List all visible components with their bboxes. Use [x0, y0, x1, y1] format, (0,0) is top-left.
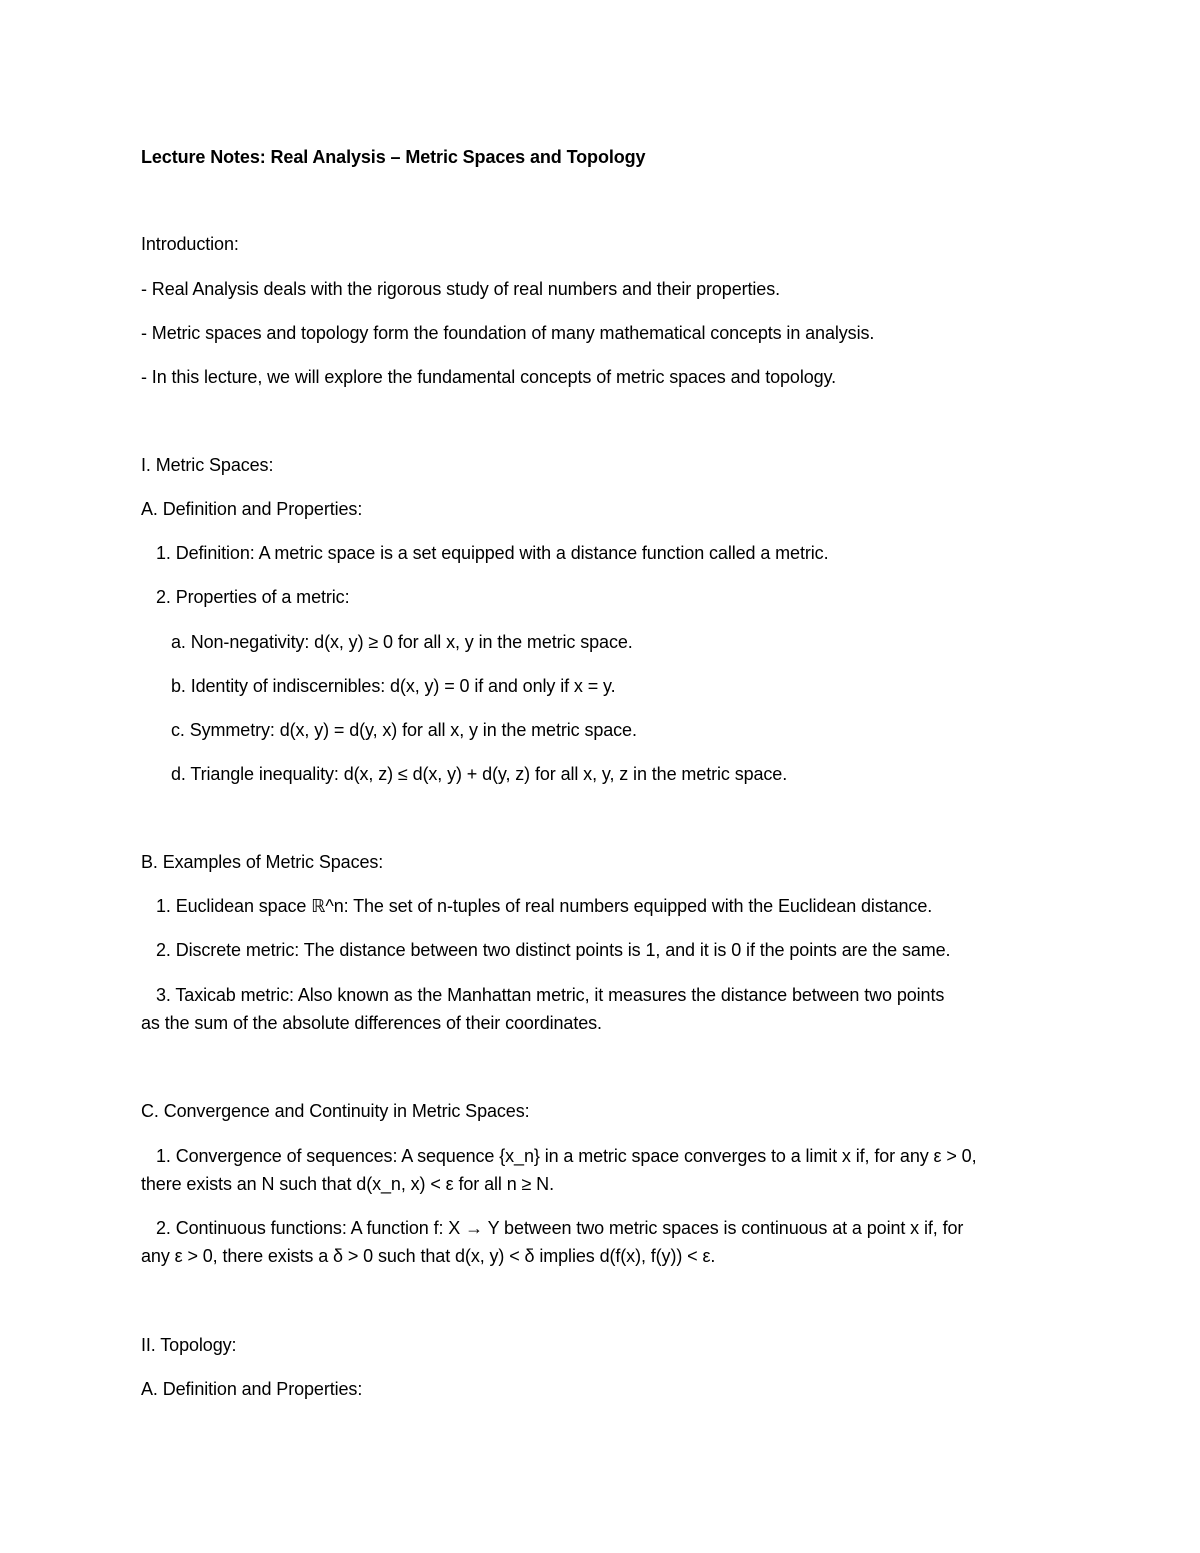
intro-bullet: - Metric spaces and topology form the foundation of many mathematical concepts in analysis.	[141, 323, 875, 343]
intro-bullet: - In this lecture, we will explore the fundamental concepts of metric spaces and topology.	[141, 367, 837, 387]
list-item: 2. Continuous functions: A function f: X → Y between two metric spaces is continuous at a point x if, for	[156, 1218, 964, 1238]
introduction-heading: Introduction:	[141, 234, 239, 254]
subsection-heading-examples: B. Examples of Metric Spaces:	[141, 852, 384, 872]
subsection-heading-definition: A. Definition and Properties:	[141, 499, 363, 519]
subsection-heading-topology-definition: A. Definition and Properties:	[141, 1379, 363, 1399]
list-item-continuation: there exists an N such that d(x_n, x) < ε for all n ≥ N.	[141, 1174, 554, 1194]
property-item: b. Identity of indiscernibles: d(x, y) = 0 if and only if x = y.	[171, 676, 616, 696]
property-item: c. Symmetry: d(x, y) = d(y, x) for all x, y in the metric space.	[171, 720, 637, 740]
list-item: 1. Definition: A metric space is a set equipped with a distance function called a metric.	[156, 543, 829, 563]
property-item: a. Non-negativity: d(x, y) ≥ 0 for all x, y in the metric space.	[171, 632, 633, 652]
intro-bullet: - Real Analysis deals with the rigorous study of real numbers and their properties.	[141, 279, 781, 299]
list-item: 2. Discrete metric: The distance between two distinct points is 1, and it is 0 if the points are the same.	[156, 940, 951, 960]
subsection-heading-convergence: C. Convergence and Continuity in Metric Spaces:	[141, 1101, 530, 1121]
list-item: 1. Convergence of sequences: A sequence {x_n} in a metric space converges to a limit x if, for any ε > 0,	[156, 1146, 977, 1166]
document-title: Lecture Notes: Real Analysis – Metric Spaces and Topology	[141, 147, 646, 167]
list-item: 1. Euclidean space ℝ^n: The set of n-tuples of real numbers equipped with the Euclidean distance.	[156, 896, 933, 916]
list-item-continuation: any ε > 0, there exists a δ > 0 such that d(x, y) < δ implies d(f(x), f(y)) < ε.	[141, 1246, 716, 1266]
section-heading-topology: II. Topology:	[141, 1335, 237, 1355]
section-heading-metric-spaces: I. Metric Spaces:	[141, 455, 274, 475]
list-item-continuation: as the sum of the absolute differences of their coordinates.	[141, 1013, 602, 1033]
property-item: d. Triangle inequality: d(x, z) ≤ d(x, y) + d(y, z) for all x, y, z in the metric space.	[171, 764, 788, 784]
list-item: 2. Properties of a metric:	[156, 587, 350, 607]
list-item: 3. Taxicab metric: Also known as the Manhattan metric, it measures the distance between two points	[156, 985, 945, 1005]
